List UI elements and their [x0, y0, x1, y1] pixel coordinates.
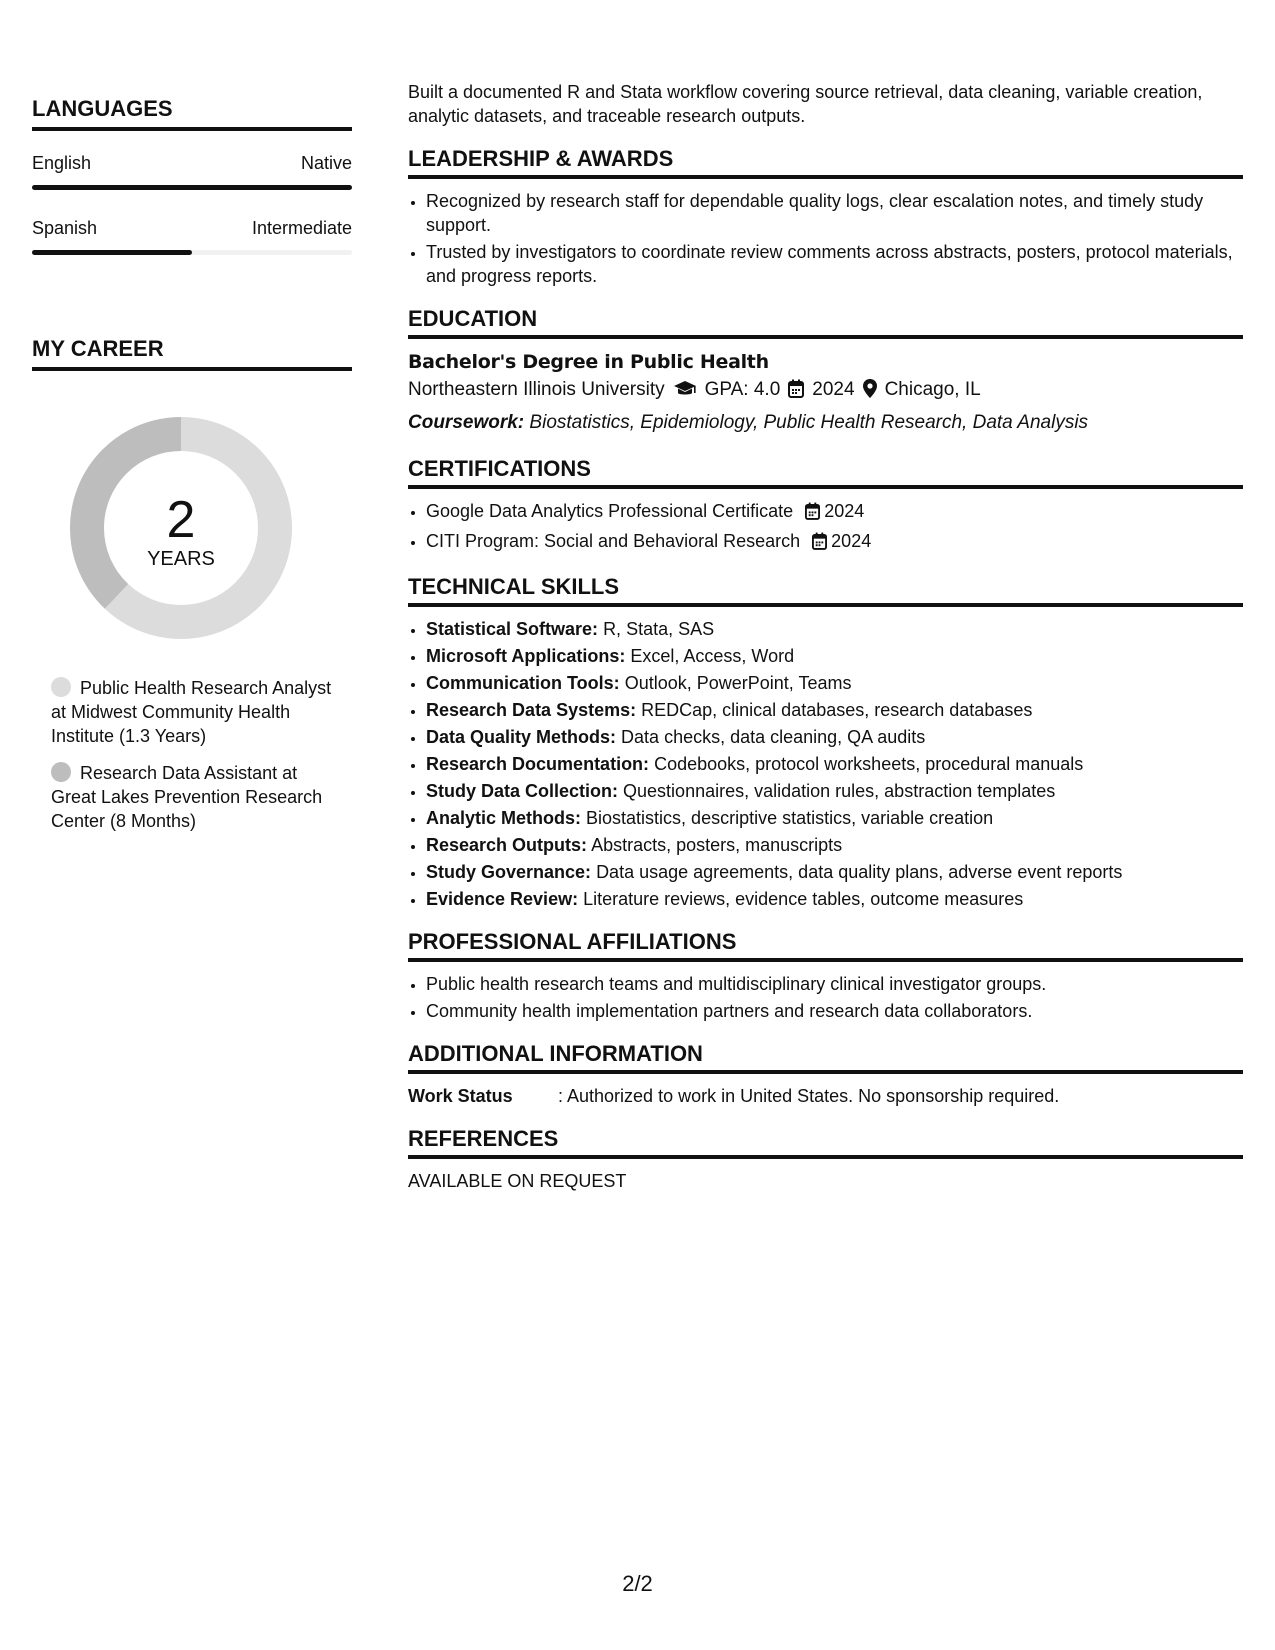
- skill-label: Statistical Software:: [426, 619, 599, 639]
- career-years-value: 2: [166, 491, 196, 549]
- coursework: [408, 408, 1243, 438]
- graduation-year: 2024: [812, 379, 855, 400]
- skill-item: [426, 671, 1243, 695]
- affiliations-heading: PROFESSIONAL AFFILIATIONS: [408, 929, 1243, 962]
- language-proficiency-bar: [32, 185, 352, 190]
- skill-label: Research Outputs:: [426, 835, 588, 855]
- career-list: [51, 676, 341, 846]
- calendar-icon: [805, 502, 820, 526]
- skill-value: R, Stata, SAS: [603, 619, 715, 639]
- education-heading: EDUCATION: [408, 306, 1243, 339]
- skill-value: REDCap, clinical databases, research databases: [641, 700, 1033, 720]
- language-name: English: [32, 153, 92, 173]
- skill-label: Research Documentation:: [426, 754, 650, 774]
- skill-value: Excel, Access, Word: [630, 646, 795, 666]
- skill-value: Literature reviews, evidence tables, outcome measures: [583, 889, 1024, 909]
- work-status-value: : Authorized to work in United States. No sponsorship required.: [558, 1086, 1060, 1106]
- skill-item: [426, 617, 1243, 641]
- career-item: [51, 676, 341, 748]
- language-item: [32, 218, 352, 255]
- calendar-icon: [812, 532, 827, 556]
- skill-item: [426, 725, 1243, 749]
- skill-value: Abstracts, posters, manuscripts: [591, 835, 843, 855]
- career-legend-dot: [51, 762, 71, 782]
- main-content: [408, 80, 1243, 1193]
- skill-item: [426, 752, 1243, 776]
- technical-skills-heading: TECHNICAL SKILLS: [408, 574, 1243, 607]
- calendar-icon: [788, 378, 804, 408]
- certification-name: CITI Program: Social and Behavioral Research: [426, 531, 801, 551]
- page-number: 2/2: [622, 1571, 653, 1596]
- language-item: [32, 153, 352, 190]
- additional-info-heading: ADDITIONAL INFORMATION: [408, 1041, 1243, 1074]
- career-item: [51, 761, 341, 833]
- language-proficiency-bar: [32, 250, 352, 255]
- career-years-unit: YEARS: [147, 548, 215, 570]
- skill-label: Research Data Systems:: [426, 700, 637, 720]
- leadership-heading: LEADERSHIP & AWARDS: [408, 146, 1243, 179]
- career-item-text: Public Health Research Analyst at Midwest Community Health Institute (1.3 Years): [51, 678, 332, 746]
- career-donut-chart: [66, 413, 296, 643]
- language-proficiency-fill: [32, 250, 192, 255]
- skill-item: [426, 779, 1243, 803]
- list-item: [426, 499, 1243, 526]
- career-legend-dot: [51, 677, 71, 697]
- skill-value: Data usage agreements, data quality plans, adverse event reports: [596, 862, 1123, 882]
- gpa: GPA: 4.0: [704, 379, 781, 400]
- affiliations-list: [408, 972, 1243, 1023]
- list-item: [426, 529, 1243, 556]
- graduation-cap-icon: [673, 378, 697, 408]
- certification-year: 2024: [824, 501, 865, 521]
- list-item: • Recognized by research staff for dependable quality logs, clear escalation notes, and timely study support.: [426, 189, 1243, 237]
- skill-item: [426, 698, 1243, 722]
- leadership-list: [408, 189, 1243, 288]
- certifications-heading: CERTIFICATIONS: [408, 456, 1243, 489]
- career-item-text: Research Data Assistant at Great Lakes Prevention Research Center (8 Months): [51, 763, 323, 831]
- list-item: • Public health research teams and multidisciplinary clinical investigator groups.: [426, 972, 1243, 996]
- degree-title: Bachelor's Degree in Public Health: [408, 351, 769, 373]
- education-location: Chicago, IL: [884, 379, 981, 400]
- skill-label: Analytic Methods:: [426, 808, 582, 828]
- work-status-label: Work Status: [408, 1086, 513, 1106]
- skill-item: [426, 887, 1243, 911]
- skill-value: Questionnaires, validation rules, abstraction templates: [623, 781, 1056, 801]
- skill-item: [426, 806, 1243, 830]
- skill-label: Evidence Review:: [426, 889, 579, 909]
- skill-item: [426, 644, 1243, 668]
- skill-value: Codebooks, protocol worksheets, procedural manuals: [654, 754, 1084, 774]
- language-level: Native: [300, 153, 352, 173]
- skill-label: Data Quality Methods:: [426, 727, 617, 747]
- intro-paragraph: Built a documented R and Stata workflow covering source retrieval, data cleaning, variable creation, analytic datasets, and traceable research outputs.: [408, 82, 1203, 126]
- skill-item: [426, 860, 1243, 884]
- coursework-label: Coursework:: [408, 412, 525, 433]
- certification-name: Google Data Analytics Professional Certificate: [426, 501, 794, 521]
- certifications-list: [408, 499, 1243, 556]
- skill-value: Outlook, PowerPoint, Teams: [624, 673, 852, 693]
- skill-label: Microsoft Applications:: [426, 646, 626, 666]
- skill-item: [426, 833, 1243, 857]
- languages-heading: LANGUAGES: [32, 96, 352, 131]
- list-item: • Community health implementation partners and research data collaborators.: [426, 999, 1243, 1023]
- technical-skills-list: [408, 617, 1243, 911]
- skill-label: Communication Tools:: [426, 673, 620, 693]
- education-details: [408, 375, 1243, 408]
- references-value: AVAILABLE ON REQUEST: [408, 1171, 627, 1191]
- skill-value: Data checks, data cleaning, QA audits: [621, 727, 926, 747]
- work-status-row: [408, 1084, 1243, 1108]
- certification-year: 2024: [831, 531, 872, 551]
- language-name: Spanish: [32, 218, 98, 238]
- coursework-value: Biostatistics, Epidemiology, Public Health Research, Data Analysis: [529, 412, 1089, 433]
- references-heading: REFERENCES: [408, 1126, 1243, 1159]
- language-level: Intermediate: [251, 218, 352, 238]
- list-item: • Trusted by investigators to coordinate review comments across abstracts, posters, protocol materials, and progress reports.: [426, 240, 1243, 288]
- school-name: Northeastern Illinois University: [408, 379, 665, 400]
- skill-label: Study Data Collection:: [426, 781, 619, 801]
- skill-label: Study Governance:: [426, 862, 592, 882]
- language-proficiency-fill: [32, 185, 352, 190]
- location-pin-icon: [863, 378, 877, 408]
- career-heading: MY CAREER: [32, 336, 352, 371]
- skill-value: Biostatistics, descriptive statistics, variable creation: [586, 808, 994, 828]
- languages-list: [32, 153, 352, 283]
